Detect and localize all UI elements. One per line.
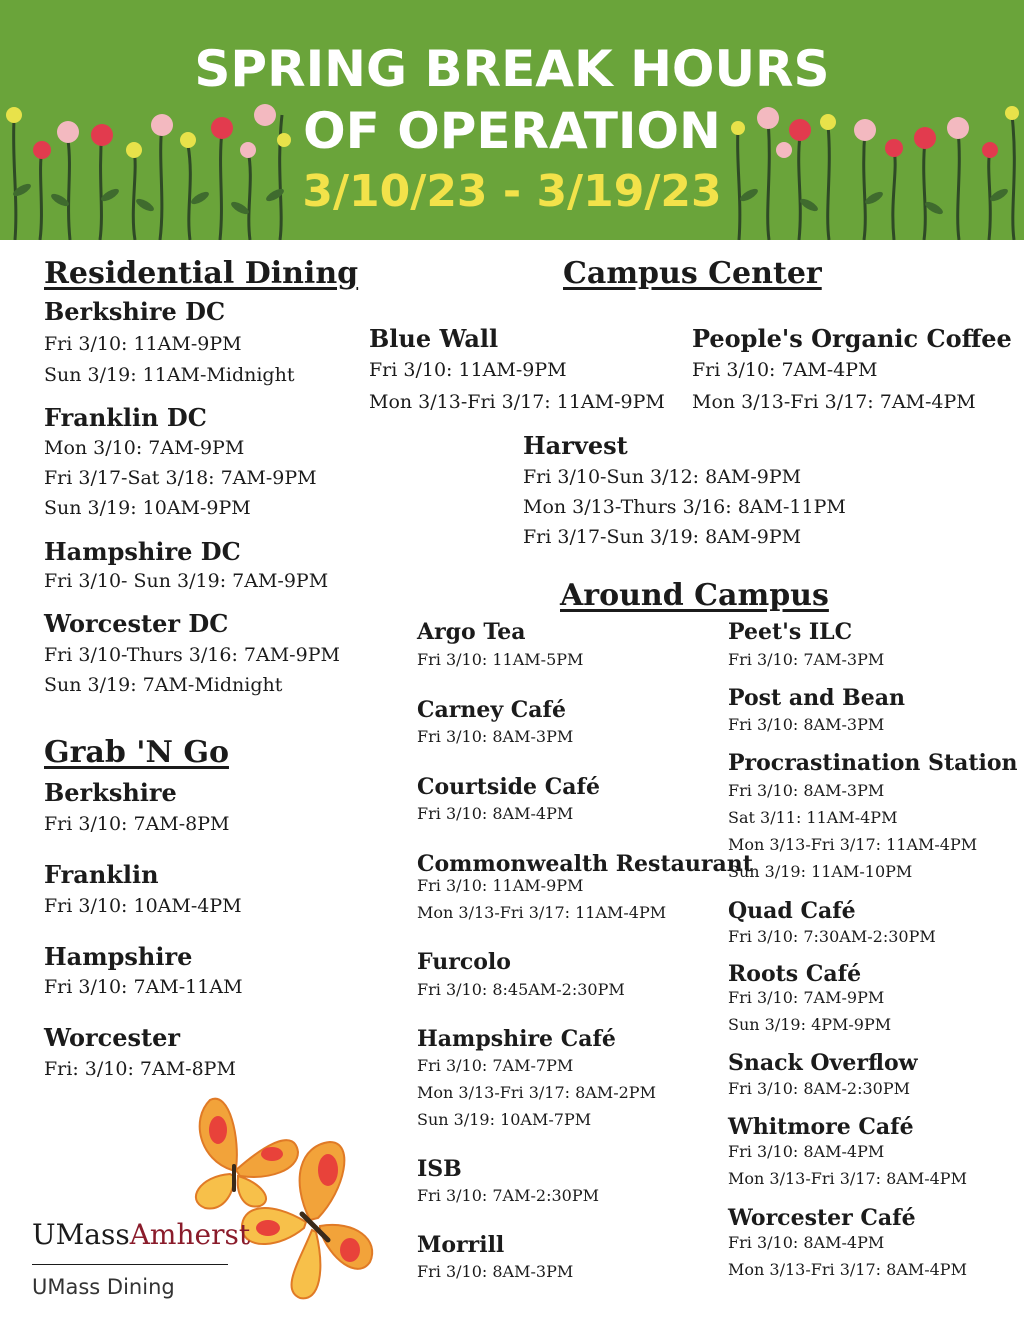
venue-hours: Fri 3/10: 7AM-2:30PM	[417, 1186, 599, 1205]
venue-hours: Fri 3/10: 10AM-4PM	[44, 895, 242, 917]
venue-hours: Fri 3/10: 8:45AM-2:30PM	[417, 980, 625, 999]
section-title-grab-n-go: Grab 'N Go	[44, 735, 229, 770]
venue-hours: Mon 3/13-Fri 3/17: 8AM-4PM	[728, 1260, 967, 1279]
logo-primary-b: Amherst	[129, 1218, 251, 1251]
venue-name: Worcester DC	[44, 609, 229, 638]
umass-amherst-logo	[32, 1218, 250, 1251]
venue-name: Argo Tea	[417, 619, 526, 645]
venue-name: Franklin DC	[44, 403, 207, 432]
venue-hours: Fri 3/10: 8AM-4PM	[417, 804, 574, 823]
venue-hours: Fri: 3/10: 7AM-8PM	[44, 1058, 236, 1080]
venue-name: Quad Café	[728, 898, 856, 924]
header-banner	[0, 0, 1024, 240]
venue-hours: Fri 3/10: 8AM-3PM	[728, 781, 885, 800]
venue-hours: Sun 3/19: 4PM-9PM	[728, 1015, 892, 1034]
logo-primary-a: UMass	[32, 1218, 130, 1251]
venue-hours: Fri 3/17-Sat 3/18: 7AM-9PM	[44, 467, 317, 489]
venue-name: Procrastination Station	[728, 750, 1018, 776]
venue-hours: Mon 3/13-Fri 3/17: 11AM-9PM	[369, 391, 665, 413]
venue-name: Post and Bean	[728, 685, 905, 711]
venue-name: Roots Café	[728, 961, 862, 987]
venue-name: Courtside Café	[417, 774, 600, 800]
butterflies-illustration	[180, 1090, 390, 1310]
venue-name: Commonwealth Restaurant	[417, 851, 753, 877]
venue-hours: Sun 3/19: 7AM-Midnight	[44, 674, 283, 696]
venue-hours: Sun 3/19: 11AM-10PM	[728, 862, 913, 881]
page-title-line1: SPRING BREAK HOURS	[194, 40, 830, 98]
venue-hours: Fri 3/10: 7AM-8PM	[44, 813, 230, 835]
venue-hours: Sun 3/19: 11AM-Midnight	[44, 364, 295, 386]
venue-name: Harvest	[523, 431, 628, 460]
venue-name: Hampshire Café	[417, 1026, 616, 1052]
venue-name: Berkshire	[44, 778, 177, 807]
venue-hours: Fri 3/10: 11AM-9PM	[44, 333, 242, 355]
venue-name: Worcester Café	[728, 1205, 916, 1231]
venue-name: Furcolo	[417, 949, 511, 975]
page-title-line2: OF OPERATION	[303, 102, 721, 160]
venue-name: Blue Wall	[369, 324, 499, 353]
section-title-residential: Residential Dining	[44, 256, 359, 291]
butterfly-icon	[196, 1099, 298, 1209]
venue-hours: Fri 3/10: 7AM-11AM	[44, 976, 243, 998]
venue-name: ISB	[417, 1156, 462, 1182]
venue-hours: Fri 3/10: 7:30AM-2:30PM	[728, 927, 936, 946]
venue-name: Snack Overflow	[728, 1050, 918, 1076]
venue-hours: Fri 3/10: 7AM-4PM	[692, 359, 878, 381]
venue-hours: Mon 3/13-Fri 3/17: 8AM-2PM	[417, 1083, 656, 1102]
venue-hours: Fri 3/10: 8AM-2:30PM	[728, 1079, 910, 1098]
venue-hours: Fri 3/10: 8AM-3PM	[728, 715, 885, 734]
venue-hours: Mon 3/13-Fri 3/17: 8AM-4PM	[728, 1169, 967, 1188]
venue-hours: Fri 3/10: 8AM-3PM	[417, 1262, 574, 1281]
venue-hours: Mon 3/13-Fri 3/17: 11AM-4PM	[728, 835, 978, 854]
venue-hours: Mon 3/13-Thurs 3/16: 8AM-11PM	[523, 496, 846, 518]
venue-name: People's Organic Coffee	[692, 324, 1012, 353]
venue-hours: Mon 3/10: 7AM-9PM	[44, 437, 245, 459]
venue-name: Hampshire	[44, 942, 193, 971]
venue-hours: Fri 3/10: 11AM-5PM	[417, 650, 584, 669]
venue-hours: Fri 3/10: 8AM-4PM	[728, 1142, 885, 1161]
venue-hours: Fri 3/10: 7AM-7PM	[417, 1056, 574, 1075]
venue-name: Franklin	[44, 860, 159, 889]
venue-hours: Fri 3/10-Thurs 3/16: 7AM-9PM	[44, 644, 340, 666]
venue-hours: Fri 3/10: 7AM-3PM	[728, 650, 885, 669]
venue-hours: Sun 3/19: 10AM-7PM	[417, 1110, 592, 1129]
venue-name: Worcester	[44, 1023, 181, 1052]
logo-divider	[32, 1264, 228, 1265]
venue-hours: Fri 3/10: 7AM-9PM	[728, 988, 885, 1007]
venue-hours: Sat 3/11: 11AM-4PM	[728, 808, 898, 827]
section-title-around-campus: Around Campus	[560, 578, 829, 613]
venue-hours: Sun 3/19: 10AM-9PM	[44, 497, 251, 519]
logo-secondary: UMass Dining	[32, 1275, 175, 1299]
venue-hours: Mon 3/13-Fri 3/17: 7AM-4PM	[692, 391, 976, 413]
venue-name: Peet's ILC	[728, 619, 853, 645]
venue-name: Hampshire DC	[44, 537, 241, 566]
venue-hours: Fri 3/10: 11AM-9PM	[369, 359, 567, 381]
venue-hours: Fri 3/17-Sun 3/19: 8AM-9PM	[523, 526, 802, 548]
venue-name: Morrill	[417, 1232, 505, 1258]
venue-hours: Fri 3/10: 8AM-3PM	[417, 727, 574, 746]
venue-name: Berkshire DC	[44, 297, 226, 326]
venue-hours: Fri 3/10-Sun 3/12: 8AM-9PM	[523, 466, 802, 488]
venue-name: Whitmore Café	[728, 1114, 914, 1140]
date-range: 3/10/23 - 3/19/23	[302, 166, 722, 217]
venue-hours: Fri 3/10: 11AM-9PM	[417, 876, 584, 895]
venue-hours: Mon 3/13-Fri 3/17: 11AM-4PM	[417, 903, 667, 922]
venue-hours: Fri 3/10- Sun 3/19: 7AM-9PM	[44, 570, 329, 592]
venue-name: Carney Café	[417, 697, 567, 723]
section-title-campus-center: Campus Center	[563, 256, 822, 291]
venue-hours: Fri 3/10: 8AM-4PM	[728, 1233, 885, 1252]
